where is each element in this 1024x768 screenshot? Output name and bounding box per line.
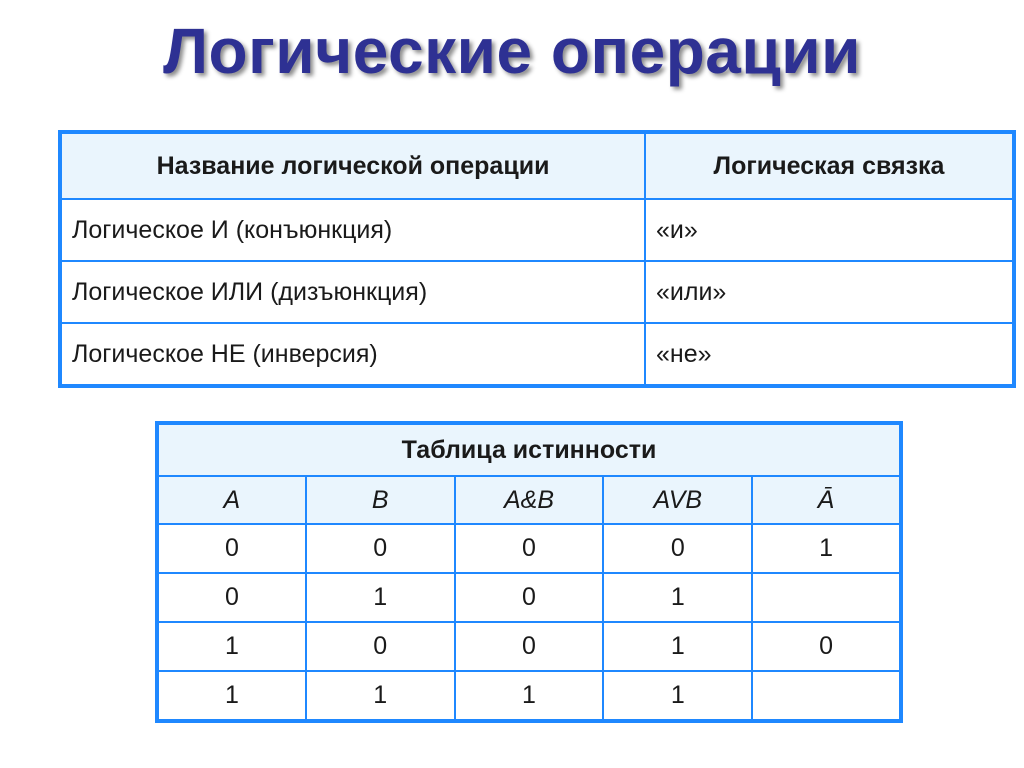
column-header-a: A (157, 476, 306, 524)
table-row (157, 671, 901, 721)
operations-header-row (60, 132, 1014, 199)
connective-cell: «и» (645, 199, 1014, 261)
column-header-b: B (306, 476, 455, 524)
table-row (60, 323, 1014, 386)
truth-cell (752, 671, 901, 721)
truth-cell: 0 (455, 622, 604, 671)
truth-cell: 1 (603, 622, 752, 671)
truth-cell: 0 (306, 622, 455, 671)
table-row (60, 261, 1014, 323)
table-row (157, 622, 901, 671)
truth-cell: 1 (157, 622, 306, 671)
column-header-not: Ā (752, 476, 901, 524)
operation-name-cell: Логическое НЕ (инверсия) (60, 323, 645, 386)
operation-name-cell: Логическое ИЛИ (дизъюнкция) (60, 261, 645, 323)
truth-cell: 1 (157, 671, 306, 721)
page-title: Логические операции (163, 15, 861, 87)
truth-cell: 1 (752, 524, 901, 573)
truth-cell: 0 (455, 524, 604, 573)
table-row (157, 573, 901, 622)
truth-table-columns-row (157, 476, 901, 524)
truth-cell: 1 (603, 671, 752, 721)
truth-table-caption: Таблица истинности (157, 423, 901, 476)
header-operation-name: Название логической операции (60, 132, 645, 199)
column-header-or: AVB (603, 476, 752, 524)
truth-table (155, 421, 903, 723)
truth-cell (752, 573, 901, 622)
table-row (157, 524, 901, 573)
column-header-and: A&B (455, 476, 604, 524)
connective-cell: «или» (645, 261, 1014, 323)
operations-table (58, 130, 1016, 388)
operation-name-cell: Логическое И (конъюнкция) (60, 199, 645, 261)
truth-cell: 0 (603, 524, 752, 573)
table-row (60, 199, 1014, 261)
connective-cell: «не» (645, 323, 1014, 386)
truth-cell: 1 (306, 573, 455, 622)
truth-cell: 0 (157, 573, 306, 622)
truth-cell: 0 (306, 524, 455, 573)
header-logical-connective: Логическая связка (645, 132, 1014, 199)
truth-cell: 0 (752, 622, 901, 671)
truth-cell: 1 (603, 573, 752, 622)
truth-cell: 1 (306, 671, 455, 721)
truth-cell: 0 (455, 573, 604, 622)
truth-table-caption-row (157, 423, 901, 476)
truth-cell: 1 (455, 671, 604, 721)
truth-cell: 0 (157, 524, 306, 573)
